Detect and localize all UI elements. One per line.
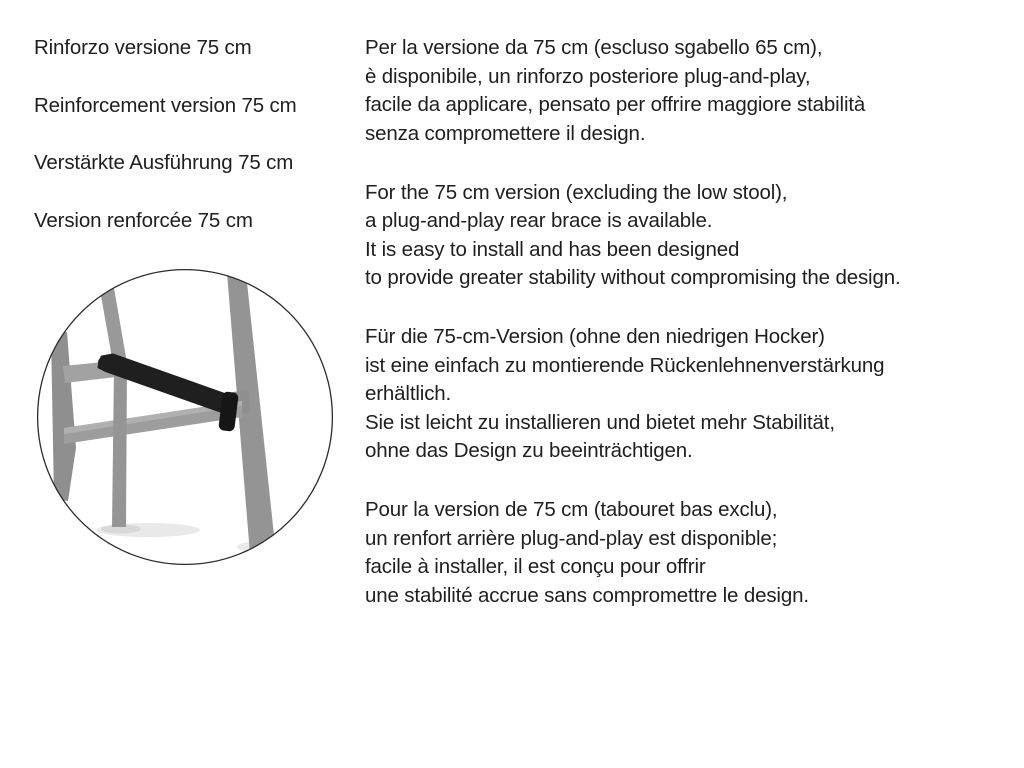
stool-photo-graphic [36, 268, 334, 566]
text-line: ohne das Design zu beeinträchtigen. [365, 439, 693, 462]
title-column [34, 34, 297, 264]
title-german: Verstärkte Ausführung 75 cm [34, 151, 294, 174]
stool-brace-detail-image [36, 268, 334, 566]
text-line: facile à installer, il est conçu pour offrir [365, 555, 706, 578]
paragraph-german [365, 323, 901, 466]
text-line: une stabilité accrue sans compromettre le design. [365, 583, 809, 607]
text-line: un renfort arrière plug-and-play est disponible; [365, 526, 778, 550]
title-italian: Rinforzo versione 75 cm [34, 36, 252, 59]
text-line: senza compromettere il design. [365, 121, 646, 145]
paragraph-english [365, 179, 901, 293]
description-column [365, 34, 901, 641]
title-english: Reinforcement version 75 cm [34, 93, 297, 117]
text-line: Pour la version de 75 cm (tabouret bas exclu), [365, 498, 778, 521]
paragraph-french [365, 496, 901, 610]
paragraph-italian [365, 34, 901, 148]
text-line: It is easy to install and has been designed [365, 237, 740, 261]
text-line: a plug-and-play rear brace is available. [365, 209, 713, 232]
title-french: Version renforcée 75 cm [34, 208, 253, 232]
text-line: Für die 75-cm-Version (ohne den niedrigen Hocker) [365, 325, 825, 348]
text-line: erhältlich. [365, 382, 452, 405]
text-line: Sie ist leicht zu installieren und bietet mehr Stabilität, [365, 410, 835, 434]
text-line: to provide greater stability without compromising the design. [365, 266, 901, 289]
text-line: ist eine einfach zu montierende Rückenlehnenverstärkung [365, 353, 885, 377]
text-line: For the 75 cm version (excluding the low stool), [365, 180, 788, 204]
text-line: facile da applicare, pensato per offrire maggiore stabilità [365, 93, 866, 116]
text-line: Per la versione da 75 cm (escluso sgabello 65 cm), [365, 36, 823, 59]
text-line: è disponibile, un rinforzo posteriore plug-and-play, [365, 64, 811, 88]
